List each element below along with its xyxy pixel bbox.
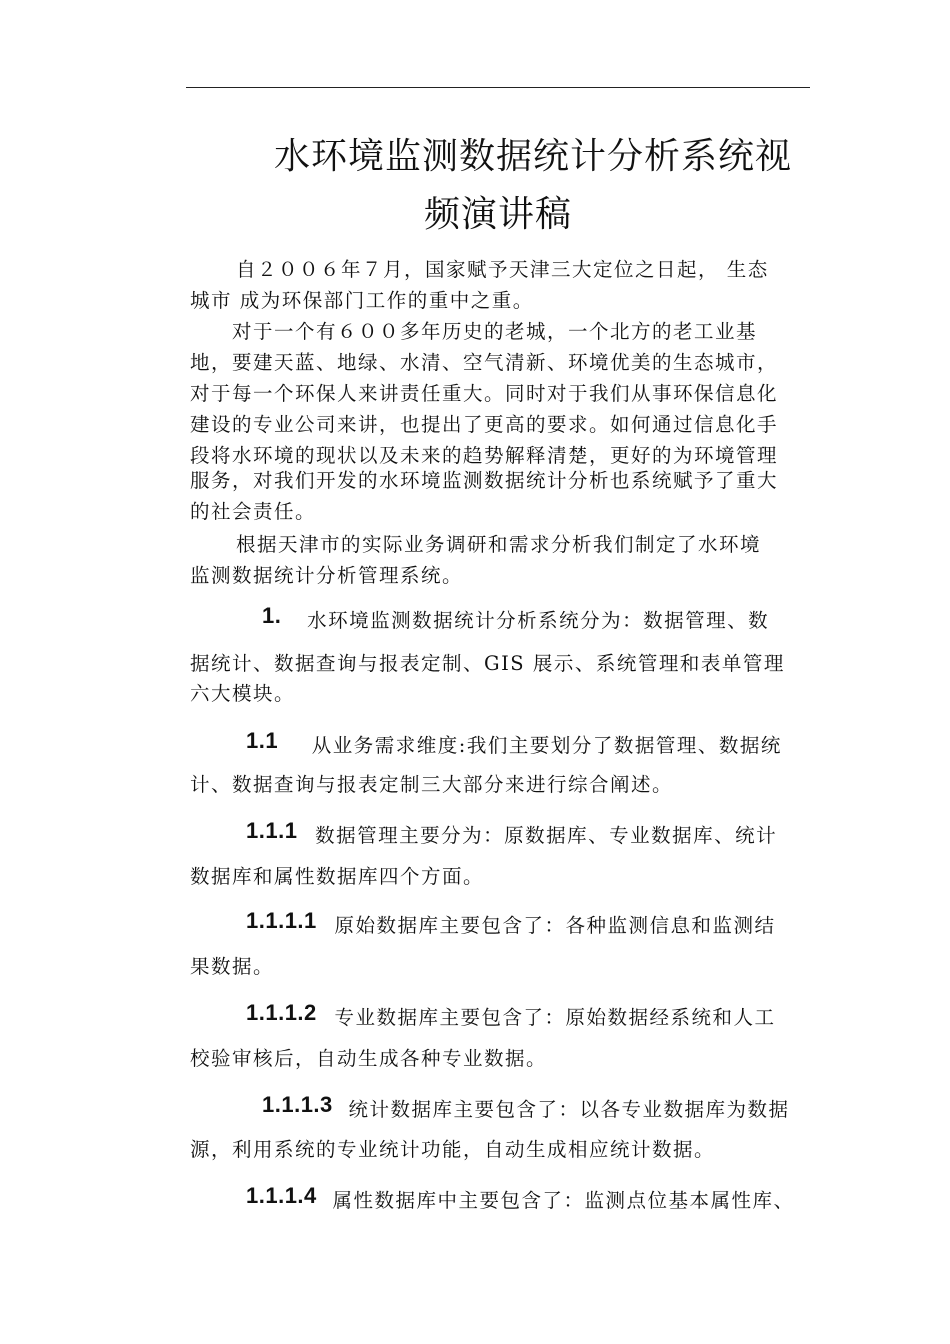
paragraph-3-line-1: 根据天津市的实际业务调研和需求分析我们制定了水环境 (236, 533, 762, 556)
paragraph-1-line-1: 自２００６年７月，国家赋予天津三大定位之日起， 生态 (236, 258, 769, 281)
section-1-1-1-3-line-2: 源，利用系统的专业统计功能，自动生成相应统计数据。 (190, 1138, 716, 1161)
title-line-2: 频演讲稿 (423, 194, 572, 236)
section-number: 1.1.1.3 (262, 1092, 333, 1117)
paragraph-2-line-5: 段将水环境的现状以及未来的趋势解释清楚，更好的为环境管理 (190, 444, 779, 467)
paragraph-1-line-2: 城市 成为环保部门工作的重中之重。 (190, 289, 534, 312)
section-1-line-1: 1. 水环境监测数据统计分析系统分为：数据管理、数 (262, 603, 770, 632)
section-1-1-line-2: 计、数据查询与报表定制三大部分来进行综合阐述。 (190, 773, 674, 796)
section-number: 1. (262, 603, 282, 628)
section-1-line-2: 据统计、数据查询与报表定制、GIS 展示、系统管理和表单管理 (190, 652, 785, 675)
paragraph-2-line-6: 服务，对我们开发的水环境监测数据统计分析也系统赋予了重大 (190, 469, 779, 492)
section-1-1-1-1-line-1: 1.1.1.1 原始数据库主要包含了：各种监测信息和监测结 (246, 908, 776, 937)
section-number: 1.1 (246, 728, 279, 753)
paragraph-2-line-7: 的社会责任。 (190, 500, 317, 523)
paragraph-2-line-2: 地，要建天蓝、地绿、水清、空气清新、环境优美的生态城市， (190, 351, 779, 374)
section-1-line-3: 六大模块。 (190, 682, 296, 705)
section-number: 1.1.1.4 (246, 1183, 317, 1208)
paragraph-2-line-4: 建设的专业公司来讲，也提出了更高的要求。如何通过信息化手 (190, 413, 779, 436)
paragraph-3-line-2: 监测数据统计分析管理系统。 (190, 564, 464, 587)
section-1-1-1-1-line-2: 果数据。 (190, 955, 275, 978)
section-number: 1.1.1.2 (246, 1000, 317, 1025)
section-1-1-1-2-line-2: 校验审核后，自动生成各种专业数据。 (190, 1047, 548, 1070)
section-1-1-1-2-line-1: 1.1.1.2 专业数据库主要包含了：原始数据经系统和人工 (246, 1000, 776, 1029)
section-1-1-line-1: 1.1 从业务需求维度:我们主要划分了数据管理、数据统 (246, 728, 782, 757)
paragraph-2-line-1: 对于一个有６００多年历史的老城，一个北方的老工业基 (232, 320, 758, 343)
section-1-1-1-3-line-1: 1.1.1.3 统计数据库主要包含了：以各专业数据库为数据 (262, 1092, 790, 1121)
section-number: 1.1.1.1 (246, 908, 317, 933)
paragraph-2-line-3: 对于每一个环保人来讲责任重大。同时对于我们从事环保信息化 (190, 382, 779, 405)
section-1-1-1-line-2: 数据库和属性数据库四个方面。 (190, 865, 485, 888)
section-1-1-1-4-line-1: 1.1.1.4 属性数据库中主要包含了：监测点位基本属性库、 (246, 1183, 795, 1212)
header-rule (186, 87, 810, 88)
document-title (186, 128, 810, 244)
section-number: 1.1.1 (246, 818, 298, 843)
title-line-1: 水环境监测数据统计分析系统视 (273, 136, 792, 178)
section-1-1-1-line-1: 1.1.1 数据管理主要分为：原数据库、专业数据库、统计 (246, 818, 778, 847)
